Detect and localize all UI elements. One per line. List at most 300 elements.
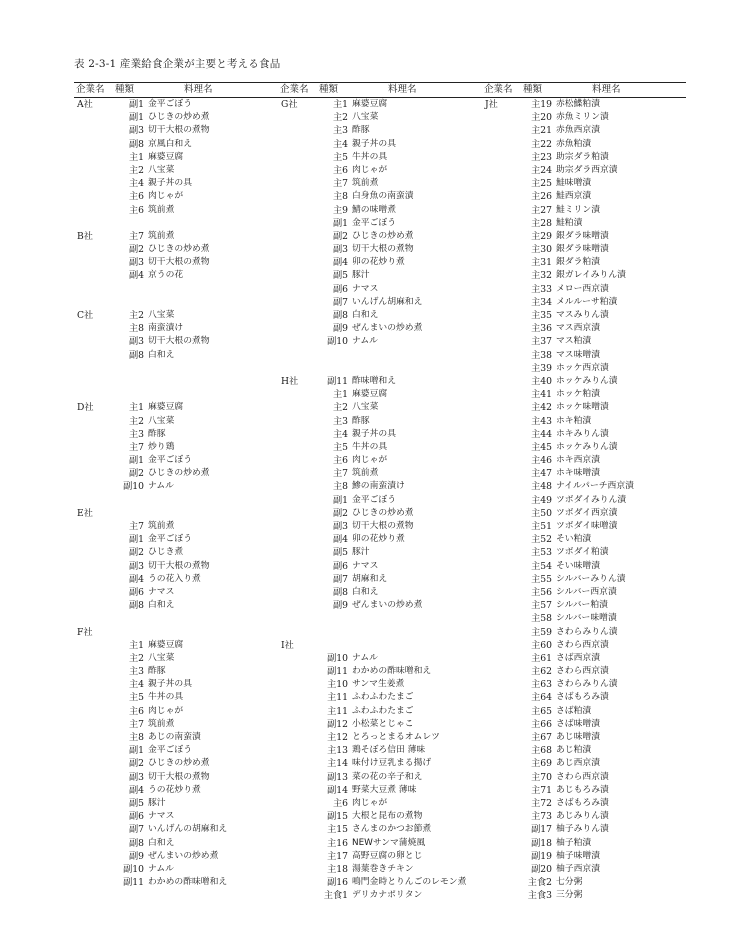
type-cell: 主1 [128,151,144,163]
table-row [74,428,278,441]
table-row [74,705,278,718]
table-row [74,823,278,836]
table-row [278,322,482,335]
dish-cell: 炒り鶏 [148,441,175,452]
dish-cell: さわら西京漬 [556,666,609,677]
table-row [278,520,482,533]
dish-cell: ナムル [352,652,378,663]
header-type: 種類 [523,84,543,95]
table-row [482,850,686,863]
dish-cell: 赤魚ミリン漬 [556,112,609,123]
table-row [278,850,482,863]
type-cell: 主6 [128,204,144,216]
dish-cell: 酢豚 [352,415,370,426]
type-cell: 副1 [128,455,144,467]
table-row [74,111,278,124]
table-row [74,138,278,151]
dish-cell: 筑前煮 [352,178,379,189]
type-cell: 主61 [531,652,552,664]
table-row [482,757,686,770]
table-row [74,678,278,691]
dish-cell: あじ粕漬 [556,745,592,756]
table-row [278,626,482,639]
dish-cell: ツボダイ味噌漬 [556,521,618,531]
type-cell: 主59 [531,626,552,638]
dish-cell: さわらみりん漬 [556,679,618,690]
type-cell: 副3 [128,771,144,783]
dish-cell: 麻婆豆腐 [352,389,388,400]
dish-cell: 京風白和え [148,138,192,149]
dish-cell: とろっとまるオムレツ [352,732,440,742]
table-row [74,98,278,111]
table-row [278,810,482,823]
dish-cell: わかめの酢味噌和え [352,666,432,677]
company-cell: I社 [281,639,294,651]
dish-cell: 南蛮漬け [148,323,184,334]
table-row [482,388,686,401]
company-cell: D社 [77,402,94,414]
company-cell: G社 [281,99,298,110]
company-cell: F社 [77,626,93,638]
dish-cell: ぜんまいの炒め煮 [148,850,219,861]
table-row [278,599,482,612]
dish-cell: 柚子西京漬 [556,863,600,874]
dish-cell: 切干大根の煮物 [148,257,210,268]
table-row [278,533,482,546]
dish-cell: 銀ダラ味噌漬 [556,244,609,255]
table-row [482,349,686,362]
type-cell: 主64 [531,692,552,704]
dish-cell: 赤松鰈粕漬 [556,99,600,109]
table-row [278,612,482,625]
dish-cell: 金平ごぼう [148,99,192,109]
table-row [74,850,278,863]
table-row [74,837,278,850]
type-cell: 主15 [327,824,348,836]
type-cell: 主71 [531,784,552,796]
table-row [482,718,686,731]
dish-cell: さば西京漬 [556,652,600,663]
type-cell: 主40 [531,375,552,387]
table-row [74,639,278,652]
type-cell: 副17 [531,824,552,836]
dish-cell: ナマス [148,811,175,822]
type-cell: 副8 [332,310,348,321]
table-row [482,507,686,520]
table-row [74,757,278,770]
type-cell: 主56 [531,586,552,598]
type-cell: 主19 [531,99,552,110]
type-cell: 主8 [332,191,348,203]
dish-cell: 豚汁 [352,270,370,281]
dish-cell: 八宝菜 [148,415,175,426]
type-cell: 主41 [531,389,552,401]
type-cell: 主8 [128,732,144,743]
header-type: 種類 [115,84,135,95]
dish-cell: 助宗ダラ粕漬 [556,151,609,162]
dish-cell: ひじきの炒め煮 [148,112,210,123]
table-row [278,546,482,559]
type-cell: 副12 [327,718,348,730]
dish-cell: 白和え [352,586,379,597]
type-cell: 主2 [128,310,144,321]
type-cell: 主62 [531,666,552,678]
type-cell: 副2 [128,468,144,480]
table-row [278,573,482,586]
dish-cell: 豚汁 [352,547,370,558]
table-row [278,652,482,665]
type-cell: 主65 [531,705,552,717]
type-cell: 主72 [531,797,552,809]
dish-cell: ナマス [352,283,379,294]
table-row [278,217,482,230]
header-dish: 料理名 [592,84,621,95]
type-cell: 主49 [531,494,552,506]
type-cell: 副7 [332,573,348,585]
dish-cell: シルバー西京漬 [556,586,617,597]
dish-cell: 卯の花炒り煮 [352,257,405,268]
dish-cell: 親子丼の具 [352,138,396,149]
table-row [482,204,686,217]
dish-cell: シルバー味噌漬 [556,613,617,624]
table-row [482,335,686,348]
type-cell: 副1 [332,217,348,229]
table-row [482,322,686,335]
header-row [278,83,482,98]
type-cell: 主4 [128,679,144,691]
table-row [278,243,482,256]
table-row [482,467,686,480]
table-row [74,335,278,348]
table-row [278,837,482,850]
table-row [482,612,686,625]
table-row [278,362,482,375]
dish-cell: あじの南蛮漬 [148,732,201,742]
type-cell: 副9 [332,600,348,612]
dish-cell: 麻婆豆腐 [148,402,184,413]
type-cell: 主3 [332,415,348,427]
type-cell: 副3 [128,125,144,137]
dish-cell: 牛丼の具 [148,692,184,703]
table-row [74,533,278,546]
dish-cell: うの花炒り煮 [148,784,201,795]
table-row [482,639,686,652]
table-row [278,560,482,573]
table-row [74,164,278,177]
dish-cell: ナムル [352,336,378,347]
type-cell: 副11 [123,877,144,889]
type-cell: 主6 [332,164,348,176]
type-cell: 副19 [531,850,552,862]
type-cell: 主60 [531,639,552,651]
dish-cell: 麻婆豆腐 [148,151,184,162]
dish-cell: ホッケみりん漬 [556,375,618,386]
type-cell: 副9 [332,323,348,335]
type-cell: 副20 [531,863,552,875]
dish-cell: 銀ガレイみりん漬 [556,270,626,281]
type-cell: 副5 [128,797,144,809]
type-cell: 主22 [531,138,552,150]
table-row [278,691,482,704]
type-cell: 主28 [531,217,552,229]
type-cell: 主17 [327,850,348,862]
type-cell: 副3 [128,336,144,348]
type-cell: 主3 [128,428,144,440]
table-row [74,626,278,639]
type-cell: 副4 [332,534,348,546]
dish-cell: さわら西京漬 [556,639,609,650]
table-row [74,599,278,612]
dish-cell: 筑前煮 [148,204,175,215]
table-row [482,230,686,243]
table-row [482,428,686,441]
table-row [74,309,278,322]
type-cell: 主3 [128,666,144,678]
dish-cell: 白和え [148,837,175,848]
type-cell: 主31 [531,257,552,269]
table-row [278,507,482,520]
table-row [278,296,482,309]
dish-cell: そい味噌漬 [556,560,600,571]
dish-cell: 酢豚 [148,428,166,439]
dish-cell: いんげん胡麻和え [352,296,423,307]
dish-cell: ナムル [148,863,174,874]
dish-cell: 金平ごぼう [148,745,192,756]
type-cell: 主食3 [527,890,552,902]
type-cell: 主68 [531,745,552,757]
type-cell: 主2 [332,402,348,414]
table-row [74,256,278,269]
company-cell: J社 [485,99,498,110]
dish-cell: 赤魚粕漬 [556,138,592,149]
table-row [74,441,278,454]
type-cell: 主70 [531,771,552,783]
type-cell: 主33 [531,283,552,295]
table-row [74,744,278,757]
table-row [74,296,278,309]
table-row [278,375,482,388]
table-row [278,204,482,217]
dish-cell: ナムル [148,481,174,492]
type-cell: 主7 [128,441,144,453]
table-row [482,256,686,269]
dish-cell: シルバー粕漬 [556,600,608,611]
type-cell: 副4 [332,257,348,269]
dish-cell: ホキみりん漬 [556,428,609,439]
type-cell: 副2 [332,507,348,519]
dish-cell: 牛丼の具 [352,441,388,452]
dish-cell: 酢味噌和え [352,375,396,386]
type-cell: 主66 [531,718,552,730]
table-row [482,243,686,256]
dish-cell: あじ味噌漬 [556,732,600,742]
dish-cell: 親子丼の具 [148,679,192,690]
type-cell: 主39 [531,362,552,374]
dish-cell: 鮭粕漬 [556,217,583,228]
table-row [482,744,686,757]
table-row [278,467,482,480]
dish-cell: さば味噌漬 [556,718,600,729]
type-cell: 主2 [128,415,144,427]
dish-cell: 味付け豆乳まる揚げ [352,758,432,769]
type-cell: 主3 [332,125,348,137]
dish-cell: 八宝菜 [148,652,175,663]
type-cell: 主6 [332,797,348,809]
table-row [278,230,482,243]
table-row [482,520,686,533]
table-row [278,480,482,493]
dish-cell: 金平ごぼう [352,217,396,228]
dish-cell: ふわふわたまご [352,705,414,716]
dish-cell: 鮭ミリン漬 [556,204,600,215]
type-cell: 主45 [531,441,552,453]
type-cell: 副7 [128,824,144,836]
header-row [74,83,278,98]
table-row [278,401,482,414]
type-cell: 主4 [332,428,348,440]
table-row [482,797,686,810]
table-row [278,441,482,454]
table-row [482,626,686,639]
type-cell: 主35 [531,310,552,321]
table-row [74,612,278,625]
type-cell: 主6 [128,191,144,203]
type-cell: 主6 [128,705,144,717]
dish-cell: 肉じゃが [148,191,184,202]
type-cell: 主53 [531,547,552,559]
table-row [278,269,482,282]
type-cell: 副5 [332,270,348,282]
table-row [74,494,278,507]
dish-cell: 白和え [148,600,175,611]
dish-cell: 白身魚の南蛮漬 [352,191,414,202]
table-row [278,454,482,467]
dish-cell: ナマス [148,586,175,597]
dish-cell: 胡麻和え [352,573,388,584]
table-row [74,876,278,889]
type-cell: 副6 [128,586,144,598]
table-row [74,718,278,731]
type-cell: 副4 [128,784,144,796]
type-cell: 主1 [332,389,348,401]
type-cell: 副18 [531,837,552,849]
dish-cell: ツボダイ粕漬 [556,547,609,558]
table-row [74,454,278,467]
type-cell: 副2 [128,758,144,770]
dish-cell: 酢豚 [352,125,370,136]
type-cell: 副2 [128,244,144,256]
type-cell: 主34 [531,296,552,308]
type-cell: 主16 [327,837,348,849]
dish-cell: 銀ダラ味噌漬 [556,230,609,241]
type-cell: 副7 [332,296,348,308]
table-row [74,269,278,282]
dish-cell: 小松菜とじゃこ [352,718,414,729]
dish-cell: ひじきの炒め煮 [148,758,210,769]
table-column-2 [278,83,482,902]
table-row [278,283,482,296]
type-cell: 副6 [332,560,348,572]
dish-cell: シルバーみりん漬 [556,573,626,584]
type-cell: 主2 [128,164,144,176]
dish-cell: 大根と昆布の煮物 [352,811,423,822]
type-cell: 主6 [332,455,348,467]
table-row [278,797,482,810]
table-row [278,335,482,348]
table-row [482,771,686,784]
table-row [74,691,278,704]
table-row [278,151,482,164]
type-cell: 主食2 [527,877,552,889]
dish-cell: ひじき煮 [148,547,184,558]
company-cell: E社 [77,507,93,519]
table-row [482,889,686,902]
food-table [74,82,686,903]
type-cell: 主26 [531,191,552,203]
table-row [74,217,278,230]
dish-cell: ホキ味噌漬 [556,468,600,479]
table-row [278,744,482,757]
header-type: 種類 [319,84,339,95]
dish-cell: 麻婆豆腐 [352,99,388,109]
dish-cell: 筑前煮 [148,521,175,531]
table-row [74,190,278,203]
dish-cell: 肉じゃが [352,455,388,466]
dish-cell: 柚子みりん漬 [556,824,609,835]
dish-cell: 卯の花炒り煮 [352,534,405,545]
type-cell: 主25 [531,178,552,190]
type-cell: 主54 [531,560,552,572]
table-row [278,138,482,151]
dish-cell: 切干大根の煮物 [352,244,414,255]
dish-cell: 八宝菜 [148,310,175,320]
company-cell: H社 [281,375,299,387]
type-cell: 副15 [327,811,348,823]
dish-cell: メルルーサ粕漬 [556,296,618,307]
type-cell: 副13 [327,771,348,783]
dish-cell: 肉じゃが [352,797,388,808]
table-row [278,309,482,322]
dish-cell: 酢豚 [148,666,166,677]
table-row [74,810,278,823]
table-row [278,705,482,718]
table-row [482,784,686,797]
header-dish: 料理名 [184,84,213,95]
dish-cell: 鳴門金時とりんごのレモン煮 [352,877,467,888]
dish-cell: 肉じゃが [148,705,184,716]
type-cell: 主2 [332,112,348,124]
table-row [74,797,278,810]
table-row [74,322,278,335]
dish-cell: 切干大根の煮物 [148,560,210,571]
dish-cell: さわら西京漬 [556,771,609,782]
table-row [74,665,278,678]
dish-cell: ホッケみりん漬 [556,441,618,452]
table-row [482,731,686,744]
dish-cell: ひじきの炒め煮 [148,468,210,479]
dish-cell: 高野豆腐の卵とじ [352,850,423,861]
dish-cell: さば粕漬 [556,705,592,716]
dish-cell: 野菜大豆煮 薄味 [352,784,417,795]
type-cell: 主4 [128,178,144,190]
table-row [74,124,278,137]
type-cell: 主1 [332,99,348,110]
table-row [482,599,686,612]
table-row [278,876,482,889]
table-row [482,111,686,124]
table-row [482,876,686,889]
table-row [74,349,278,362]
